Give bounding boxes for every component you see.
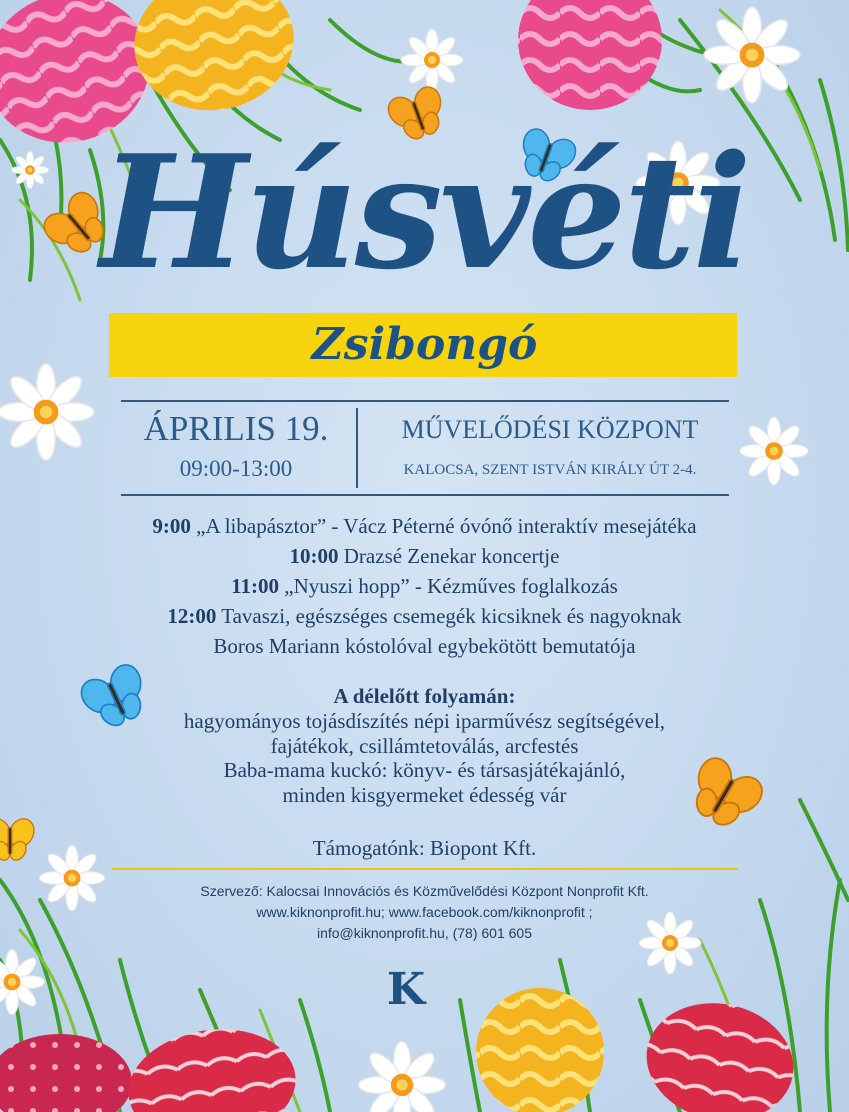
program-text: „Nyuszi hopp” - Kézműves foglalkozás (279, 574, 618, 598)
organizer-name: Szervező: Kalocsai Innovációs és Közművelődési Központ Nonprofit Kft. (200, 883, 649, 899)
program-time: 9:00 (152, 514, 191, 538)
egg-red-bottom (121, 1019, 303, 1112)
morning-line: hagyományos tojásdíszítés népi iparművész segítségével, (183, 708, 666, 733)
program-item (60, 511, 789, 541)
program-text: „A libapásztor” - Vácz Péterné óvónő interaktív mesejátéka (190, 514, 697, 538)
program-time: 12:00 (167, 604, 217, 628)
divider-top (121, 400, 729, 402)
morning-activities (60, 684, 789, 808)
event-time: 09:00-13:00 (179, 456, 293, 481)
egg-yellow-top (123, 0, 304, 123)
program-list (60, 511, 789, 661)
divider-vertical (356, 408, 358, 488)
morning-heading: A délelőtt folyamán: (333, 684, 516, 708)
event-address: KALOCSA, SZENT ISTVÁN KIRÁLY ÚT 2-4. (403, 462, 697, 478)
daisy (401, 29, 463, 91)
footer-divider (112, 868, 738, 870)
event-date: ÁPRILIS 19. (143, 409, 329, 448)
organizer-logo: K (386, 964, 426, 1015)
divider-bottom (121, 494, 729, 496)
organizer-footer (60, 881, 789, 944)
program-time: 10:00 (289, 544, 339, 568)
egg-yellow-bottom (476, 988, 604, 1112)
program-item (60, 601, 789, 631)
egg-pink-top-right (518, 0, 662, 110)
poster-subtitle: Zsibongó (311, 319, 538, 370)
organizer-contact: info@kiknonprofit.hu, (78) 601 605 (316, 925, 532, 941)
poster-title: Húsvéti (100, 121, 749, 304)
egg-red-bottom-right (636, 990, 805, 1112)
program-item (60, 571, 789, 601)
program-item (60, 541, 789, 571)
program-time: 11:00 (231, 574, 280, 598)
morning-line: fajátékok, csillámtetoválás, arcfestés (270, 733, 579, 758)
egg-red-bottom-left (0, 1034, 132, 1112)
program-text: Boros Mariann kóstolóval egybekötött bemutatója (213, 634, 636, 658)
program-item (60, 631, 789, 661)
event-venue: MŰVELŐDÉSI KÖZPONT (401, 415, 699, 444)
morning-line: Baba-mama kuckó: könyv- és társasjátékajánló, (223, 758, 626, 783)
program-text: Drazsé Zenekar koncertje (338, 544, 560, 568)
organizer-web: www.kiknonprofit.hu; www.facebook.com/kiknonprofit ; (256, 904, 593, 920)
sponsor-line: Támogatónk: Biopont Kft. (312, 836, 537, 860)
morning-line: minden kisgyermeket édesség vár (282, 783, 567, 808)
program-text: Tavaszi, egészséges csemegék kicsiknek és nagyoknak (216, 604, 682, 628)
